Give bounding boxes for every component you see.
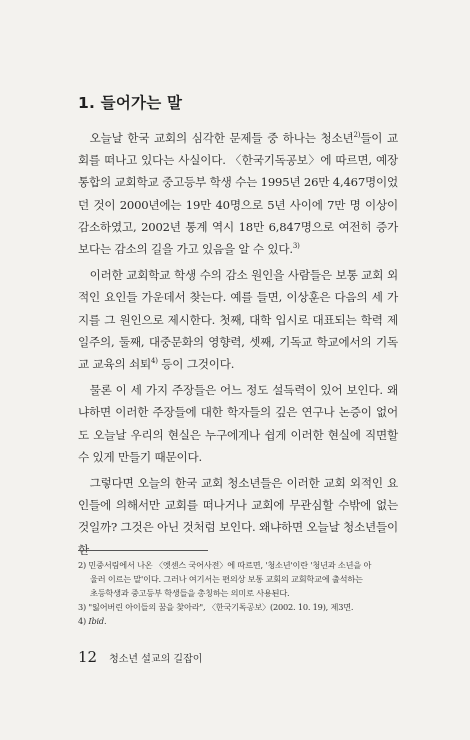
paragraph-1 (78, 127, 398, 260)
footnote-4-line-1: Ibid. (88, 616, 107, 626)
footnote-2-line-2: 울러 이르는 말'이다. 그러나 여기서는 편의상 보통 교회의 교회학교에 출석하는 (90, 574, 363, 584)
footnote-2-number: 2) (78, 560, 87, 570)
paragraph-2 (78, 264, 398, 375)
footnote-3 (78, 600, 398, 614)
paragraph-4-text: 그렇다면 오늘의 한국 교회 청소년들은 이러한 교회 외적인 요인들에 의해서만 교회를 떠나거나 교회에 무관심할 수밖에 없는 것일까? 그것은 아닌 것처럼 보인다. 왜냐하면 오늘날 청소년들이 한 (78, 476, 398, 557)
paragraph-1-text-b: 들이 교회를 떠나고 있다는 사실이다. 〈한국기독공보〉에 따르면, 예장 통합의 교회학교 중고등부 학생 수는 1995년 26만 4,467명이었던 것이 2000년에는 19만 40명으로 5년 사이에 7만 명 이상이 감소하였고, 2002년 통계 역시 18만 6,847명으로 여전히 증가보다는 감소의 길을 가고 있음을 알 수 있다. (78, 131, 399, 257)
paragraph-3 (78, 379, 398, 468)
footnote-2-line-3: 초등학생과 중고등부 학생들을 총칭하는 의미로 사용된다. (90, 588, 290, 598)
body-text (78, 127, 398, 565)
footnote-2 (78, 558, 398, 600)
footnotes (78, 558, 398, 628)
paragraph-1-text-a: 오늘날 한국 교회의 심각한 문제들 중 하나는 청소년 (89, 131, 354, 145)
running-title: 청소년 설교의 길잡이 (109, 654, 203, 665)
footnote-4-number: 4) (78, 616, 87, 626)
footnote-2-line-1: 민중서림에서 나온 〈엣센스 국어사전〉에 따르면, '청소년'이란 '청년과 소년을 아 (88, 560, 372, 570)
page-number: 12 (78, 648, 98, 666)
footnote-ref-4[interactable]: 4) (150, 357, 158, 366)
paragraph-4 (78, 472, 398, 561)
paragraph-3-text: 물론 이 세 가지 주장들은 어느 정도 설득력이 있어 보인다. 왜냐하면 이러한 주장들에 대한 학자들의 깊은 연구나 논증이 없어도 오늘날 우리의 현실은 누구에게나 쉽게 이러한 현실에 직면할 수 있게 만들기 때문이다. (78, 383, 398, 464)
footnote-ref-2[interactable]: 2) (353, 131, 361, 140)
section-heading: 1. 들어가는 말 (78, 94, 183, 112)
footnote-divider (78, 550, 208, 551)
footnote-3-line-1: "잃어버린 아이들의 꿈을 찾아라", 〈한국기독공보〉(2002. 10. 19), 제3면. (88, 602, 354, 612)
footnote-ref-3[interactable]: 3) (292, 242, 300, 251)
paragraph-2-text-b: 등이 그것이다. (157, 357, 235, 372)
footnote-3-number: 3) (78, 602, 87, 612)
paragraph-2-text-a: 이러한 교회학교 학생 수의 감소 원인을 사람들은 보통 교회 외적인 요인들 가운데서 찾는다. 예를 들면, 이상훈은 다음의 세 가지를 그 원인으로 제시한다. 첫째, 대학 입시로 대표되는 학력 제일주의, 둘째, 대중문화의 영향력, 셋째, 기독교 학교에서의 기독교 교육의 쇠퇴 (78, 268, 398, 372)
page-footer (78, 648, 202, 666)
footnote-4 (78, 614, 398, 628)
